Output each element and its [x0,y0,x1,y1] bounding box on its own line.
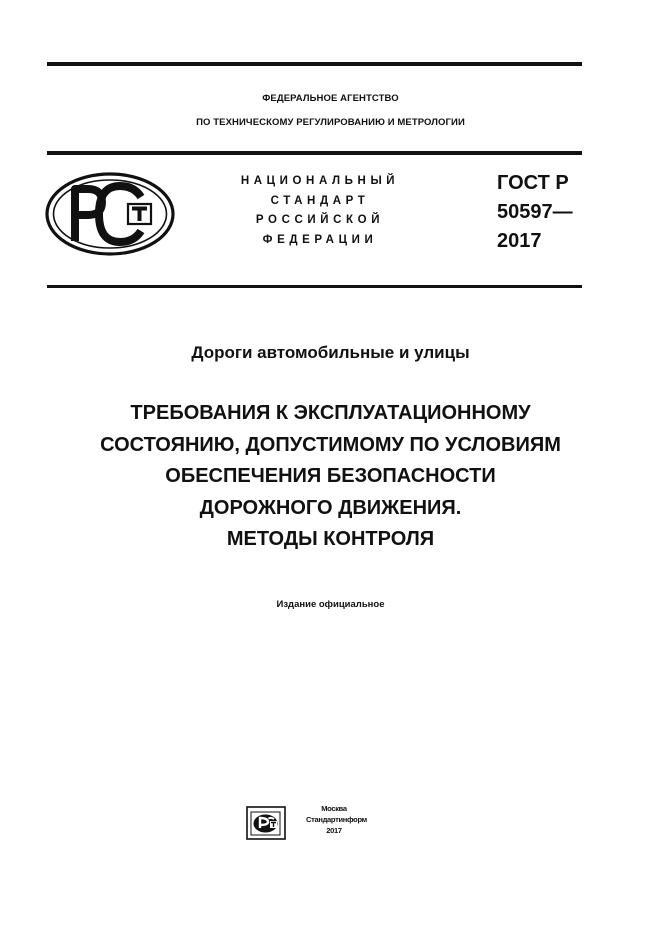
national-standard-line-3: РОССИЙСКОЙ [255,214,385,226]
title-line-1: ТРЕБОВАНИЯ К ЭКСПЛУАТАЦИОННОМУ [130,402,531,424]
edition-label: Издание официальное [276,599,385,610]
document-title [40,398,621,556]
rst-certification-mark-icon [44,171,176,257]
title-line-2: СОСТОЯНИЮ, ДОПУСТИМОМУ ПО УСЛОВИЯМ [100,433,561,456]
designation-line-3: 2017 [497,230,542,252]
national-standard-line-1: НАЦИОНАЛЬНЫЙ [240,175,400,187]
agency-line-1: ФЕДЕРАЛЬНОЕ АГЕНТСТВО [262,93,399,104]
designation-line-1: ГОСТ Р [497,172,569,194]
standard-designation [497,169,573,256]
publisher-year: 2017 [326,826,342,835]
standartinform-logo-icon [246,806,286,840]
title-line-4: ДОРОЖНОГО ДВИЖЕНИЯ. [199,496,462,519]
national-standard-label [214,172,426,250]
designation-line-2: 50597— [497,201,573,223]
title-line-3: ОБЕСПЕЧЕНИЯ БЕЗОПАСНОСТИ [165,465,496,487]
publisher-city: Москва [321,804,347,813]
agency-line-2: ПО ТЕХНИЧЕСКОМУ РЕГУЛИРОВАНИЮ И МЕТРОЛОГИИ [196,117,465,128]
top-rule [47,62,582,66]
header-rule-top [47,151,582,155]
title-line-5: МЕТОДЫ КОНТРОЛЯ [226,528,435,550]
publisher-info [306,803,367,836]
header-rule-bottom [47,285,582,288]
national-standard-line-4: ФЕДЕРАЦИИ [262,233,378,246]
document-subtitle: Дороги автомобильные и улицы [191,343,470,362]
publisher-name: Стандартинформ [306,815,367,824]
national-standard-line-2: СТАНДАРТ [270,194,370,207]
